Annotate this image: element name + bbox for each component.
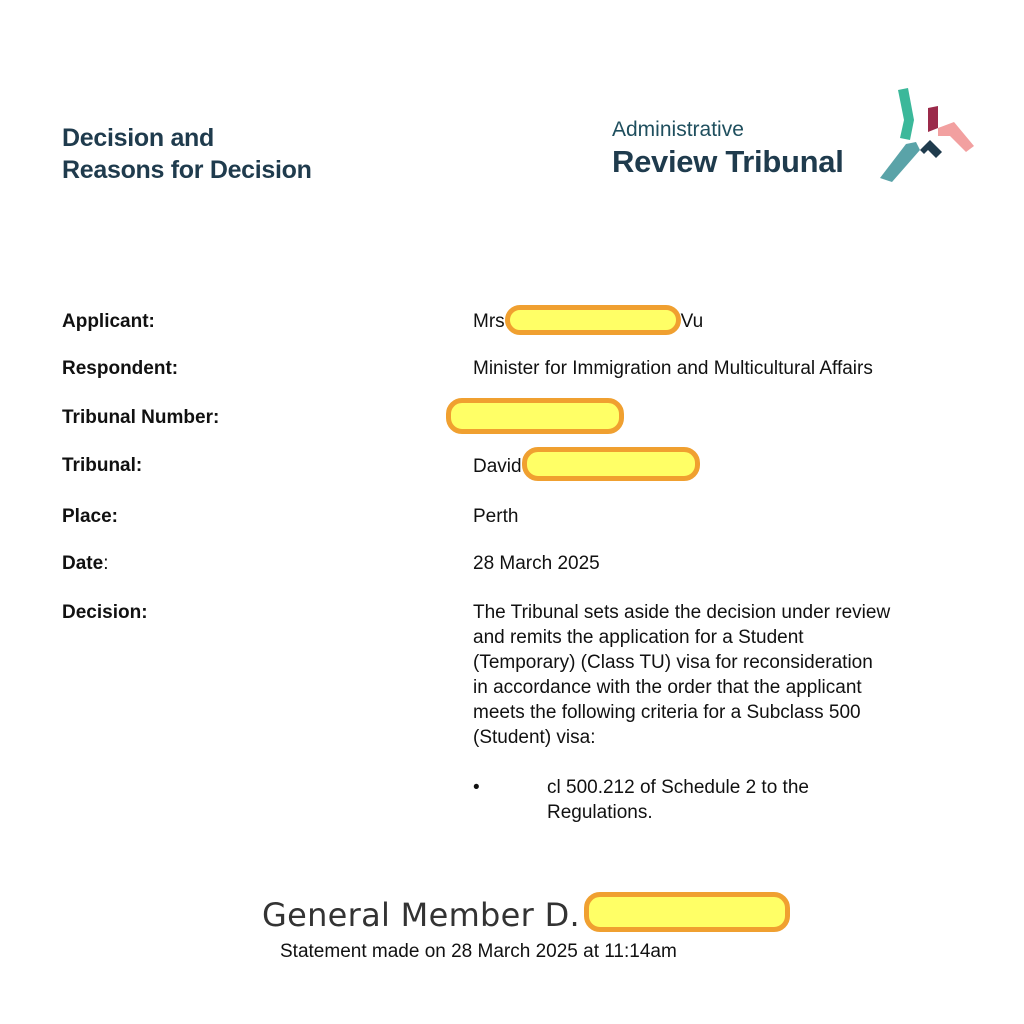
tribunal-number-label: Tribunal Number: <box>62 407 220 428</box>
redaction-mark <box>505 305 681 335</box>
tribunal-member-first-name: David <box>473 456 522 478</box>
applicant-title: Mrs <box>473 311 505 333</box>
respondent-label: Respondent: <box>62 358 179 379</box>
applicant-value <box>473 309 703 335</box>
statement-line: Statement made on 28 March 2025 at 11:14am <box>280 941 677 962</box>
document-title <box>62 122 312 186</box>
signature <box>262 896 790 934</box>
decision-line: The Tribunal sets aside the decision under review <box>473 602 891 623</box>
title-line-2: Reasons for Decision <box>62 156 312 184</box>
criteria-line: Regulations. <box>547 802 653 823</box>
date-value: 28 March 2025 <box>473 553 600 574</box>
tribunal-label: Tribunal: <box>62 455 143 476</box>
respondent-value: Minister for Immigration and Multicultural Affairs <box>473 358 873 379</box>
logo-text-review-tribunal: Review Tribunal <box>612 144 844 179</box>
redaction-mark <box>522 447 700 481</box>
date-label-colon: : <box>103 553 109 574</box>
decision-line: (Student) visa: <box>473 727 596 748</box>
signature-text: General Member D. <box>262 896 580 934</box>
bullet-icon: • <box>473 777 480 798</box>
applicant-surname: Vu <box>680 311 704 333</box>
tribunal-value <box>473 453 700 481</box>
decision-line: and remits the application for a Student <box>473 627 804 648</box>
criteria-line: cl 500.212 of Schedule 2 to the <box>547 777 809 798</box>
date-label-text: Date <box>62 553 104 574</box>
redaction-mark <box>584 892 790 932</box>
date-label <box>62 551 108 576</box>
criteria-text <box>547 775 887 825</box>
redaction-mark <box>446 398 624 434</box>
decision-line: meets the following criteria for a Subclass 500 <box>473 702 861 723</box>
decision-line: in accordance with the order that the applicant <box>473 677 862 698</box>
place-label: Place: <box>62 506 118 527</box>
decision-line: (Temporary) (Class TU) visa for reconsideration <box>473 652 873 673</box>
tribunal-emblem-icon <box>880 84 980 184</box>
decision-text <box>473 600 963 750</box>
tribunal-logo <box>612 84 982 194</box>
place-value: Perth <box>473 506 519 527</box>
title-line-1: Decision and <box>62 124 214 152</box>
applicant-label: Applicant: <box>62 311 155 332</box>
decision-label: Decision: <box>62 602 148 623</box>
logo-text-administrative: Administrative <box>612 118 744 141</box>
